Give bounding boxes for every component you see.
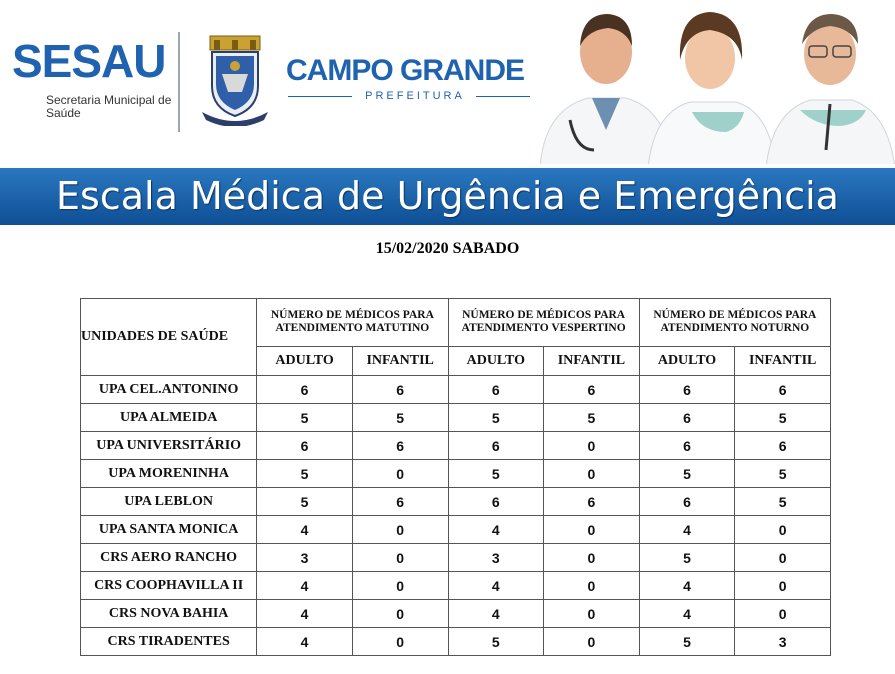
doctor-count: 0 [735,600,831,628]
unit-name: UPA UNIVERSITÁRIO [81,432,257,460]
doctor-count: 6 [352,432,448,460]
sub-header-adulto: ADULTO [448,346,544,375]
doctor-count: 4 [448,572,544,600]
doctor-count: 6 [448,432,544,460]
sub-header-infantil: INFANTIL [352,346,448,375]
doctor-count: 5 [639,628,735,656]
sesau-logo-text: SESAU [12,35,166,87]
doctor-count: 0 [544,628,640,656]
unit-name: CRS TIRADENTES [81,628,257,656]
doctor-count: 0 [544,516,640,544]
table-row [81,544,831,572]
doctor-count: 0 [352,628,448,656]
doctor-count: 5 [448,628,544,656]
doctor-count: 4 [257,600,353,628]
unit-name: CRS NOVA BAHIA [81,600,257,628]
prefeitura-label: PREFEITURA [365,90,465,102]
doctor-count: 5 [544,404,640,432]
doctor-count: 5 [352,404,448,432]
doctor-count: 0 [352,544,448,572]
group-header-matutino: NÚMERO DE MÉDICOS PARA ATENDIMENTO MATUTINO [257,299,448,347]
doctor-count: 6 [639,404,735,432]
doctor-count: 6 [544,376,640,404]
doctor-count: 6 [448,376,544,404]
doctors-photo-icon [530,0,895,168]
doctor-count: 5 [639,544,735,572]
doctor-count: 0 [544,432,640,460]
doctor-count: 3 [257,544,353,572]
header [0,0,895,168]
doctor-count: 4 [448,600,544,628]
table-row [81,460,831,488]
doctor-count: 5 [735,460,831,488]
doctor-count: 4 [639,600,735,628]
table-row [81,488,831,516]
doctor-count: 0 [352,516,448,544]
table-row [81,376,831,404]
sesau-logo [12,35,172,120]
table-row [81,600,831,628]
unit-name: UPA SANTA MONICA [81,516,257,544]
doctor-count: 6 [448,488,544,516]
doctor-count: 0 [352,572,448,600]
doctor-count: 4 [639,572,735,600]
doctor-count: 0 [544,460,640,488]
doctor-count: 6 [639,488,735,516]
doctor-count: 6 [639,432,735,460]
campo-grande-title: CAMPO GRANDE [286,54,525,87]
sub-header-adulto: ADULTO [639,346,735,375]
table-row [81,628,831,656]
unit-name: UPA ALMEIDA [81,404,257,432]
sub-header-adulto: ADULTO [257,346,353,375]
doctor-count: 4 [257,572,353,600]
doctor-count: 5 [257,404,353,432]
sesau-subtitle: Secretaria Municipal de Saúde [46,93,172,120]
doctor-count: 5 [639,460,735,488]
doctor-count: 5 [257,488,353,516]
doctor-count: 6 [257,376,353,404]
doctor-count: 0 [544,572,640,600]
sub-header-infantil: INFANTIL [735,346,831,375]
group-header-vespertino: NÚMERO DE MÉDICOS PARA ATENDIMENTO VESPERTINO [448,299,639,347]
doctor-count: 6 [257,432,353,460]
doctor-count: 4 [639,516,735,544]
doctor-count: 6 [735,432,831,460]
table-group-header-row [81,299,831,347]
unit-name: UPA LEBLON [81,488,257,516]
campo-grande-logo [286,54,525,102]
group-header-noturno: NÚMERO DE MÉDICOS PARA ATENDIMENTO NOTURNO [639,299,830,347]
doctor-count: 4 [257,516,353,544]
unit-name: UPA MORENINHA [81,460,257,488]
doctor-count: 5 [448,404,544,432]
banner-title: Escala Médica de Urgência e Emergência [56,174,839,218]
unit-name: CRS COOPHAVILLA II [81,572,257,600]
table-row [81,516,831,544]
doctor-count: 3 [735,628,831,656]
doctor-count: 0 [544,544,640,572]
city-crest-icon [198,34,272,126]
doctor-count: 0 [544,600,640,628]
schedule-table [80,298,831,656]
doctor-count: 0 [735,544,831,572]
doctor-count: 6 [352,376,448,404]
doctor-count: 5 [257,460,353,488]
doctor-count: 0 [352,600,448,628]
doctor-count: 4 [257,628,353,656]
table-row [81,572,831,600]
units-column-header: UNIDADES DE SAÚDE [81,299,257,376]
sub-header-infantil: INFANTIL [544,346,640,375]
doctor-count: 0 [352,460,448,488]
doctor-count: 6 [735,376,831,404]
logo-divider [178,32,180,132]
doctor-count: 5 [735,404,831,432]
unit-name: UPA CEL.ANTONINO [81,376,257,404]
doctor-count: 6 [544,488,640,516]
doctor-count: 6 [639,376,735,404]
doctor-count: 5 [448,460,544,488]
table-row [81,432,831,460]
doctor-count: 0 [735,572,831,600]
table-row [81,404,831,432]
schedule-date: 15/02/2020 SABADO [375,240,520,257]
doctor-count: 0 [735,516,831,544]
doctor-count: 5 [735,488,831,516]
unit-name: CRS AERO RANCHO [81,544,257,572]
doctor-count: 3 [448,544,544,572]
doctor-count: 6 [352,488,448,516]
doctor-count: 4 [448,516,544,544]
